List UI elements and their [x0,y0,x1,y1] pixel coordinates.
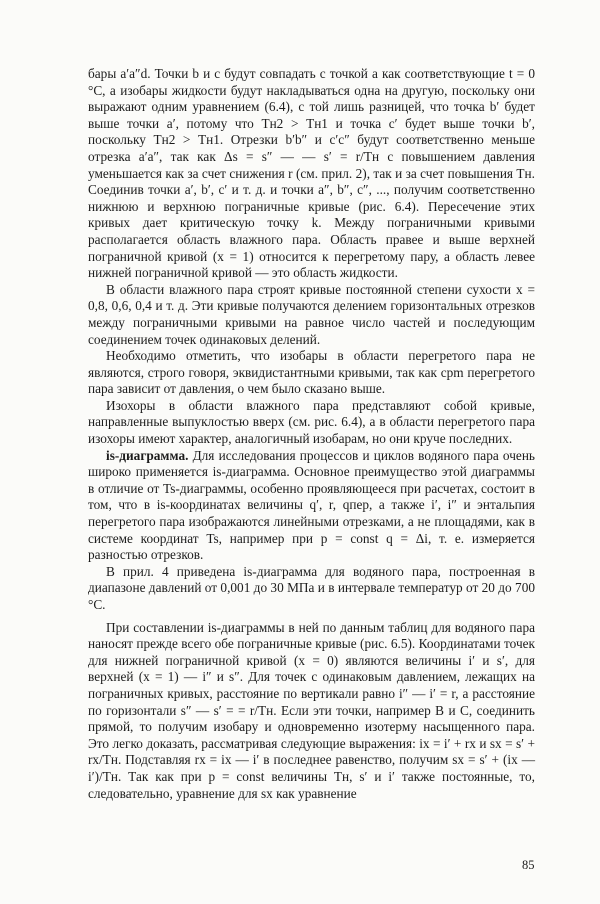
page-number: 85 [522,858,535,872]
paragraph-continuation: бары a′a″d. Точки b и c будут совпадать с точкой a как соответствующие t = 0 °С, а изобары жидкости будут накладываться одна на другую, поскольку они выражают одним уравнением (6.4), с той лишь разницей, что точка b′ будет выше точки a′, потому что Tн2 > Tн1 и точка c′ будет выше точки b′, поскольку Tн2 > Tн1. Отрезки b′b″ и c′c″ будут соответственно меньше отрезка a′a″, так как Δs = s″ — — s′ = r/Tн с повышением давления уменьшается как за счет снижения r (см. прил. 2), так и за счет повышения Tн. Соединив точки a′, b′, c′ и т. д. и точки a″, b″, c″, ..., получим соответственно нижнюю и верхнюю пограничные кривые (рис. 6.4). Пересечение этих кривых дает критическую точку k. Между пограничными кривыми располагается область влажного пара. Область правее и выше верхней пограничной кривой (x = 1) относится к перегретому пару, а область левее нижней пограничной кривой — это область жидкости. [88,66,535,281]
paragraph-is-construction: При составлении is-диаграммы в ней по данным таблиц для водяного пара наносят прежде всего обе пограничные кривые (рис. 6.5). Координатами точек для нижней пограничной кривой (x = 0) являются величины i′ и s′, для верхней (x = 1) — i″ и s″. Для точек с одинаковым давлением, лежащих на пограничных кривых, расстояние по вертикали равно i″ — i′ = r, а расстояние по горизонтали s″ — s′ = = r/Tн. Если эти точки, например B и C, соединить прямой, то получим изобару и одновременно изотерму насыщенного пара. Это легко доказать, рассматривая следующие выражения: ix = i′ + rx и sx = s′ + rx/Tн. Подставляя rx = ix — i′ в последнее равенство, получим sx = s′ + (ix — i′)/Tн. Так как при p = const величины Tн, s′ и i′ также постоянные, то, следовательно, уравнение для sx как уравнение [88,619,535,801]
paragraph-isochores: Изохоры в области влажного пара представляют собой кривые, направленные выпуклостью вверх (см. рис. 6.4), а в области перегретого пара изохоры имеют характер, аналогичный изобарам, но они круче последних. [88,397,535,447]
paragraph-appendix-4: В прил. 4 приведена is-диаграмма для водяного пара, построенная в диапазоне давлений от 0,001 до 30 МПа и в интервале температур от 20 до 700 °С. [88,563,535,612]
paragraph-is-diagram-text: Для исследования процессов и циклов водяного пара очень широко применяется is-диаграмма. Основное преимущество этой диаграммы в отличие от Ts-диаграммы, особенно проявляющееся при расчетах, состоит в том, что в is-координатах величины q′, r, qпер, а также i′, i″ и энтальпия перегретого пара изображаются линейными отрезками, а не площадями, как в системе координат Ts, например при p = const q = Δi, т. е. измеряется разностью отрезков. [88,447,535,563]
body-text [88,66,535,802]
section-heading-is-diagram: is-диаграмма. [106,447,189,463]
paragraph-dryness-curves: В области влажного пара строят кривые постоянной степени сухости x = 0,8, 0,6, 0,4 и т. д. Эти кривые получаются делением горизонтальных отрезков между пограничными кривыми на равное число частей и последующим соединением точек одинаковых делений. [88,281,535,347]
paragraph-is-diagram [88,448,535,564]
paragraph-isobars-note: Необходимо отметить, что изобары в области перегретого пара не являются, строго говоря, эквидистантными кривыми, так как cpm перегретого пара зависит от давления, о чем было сказано выше. [88,348,535,397]
